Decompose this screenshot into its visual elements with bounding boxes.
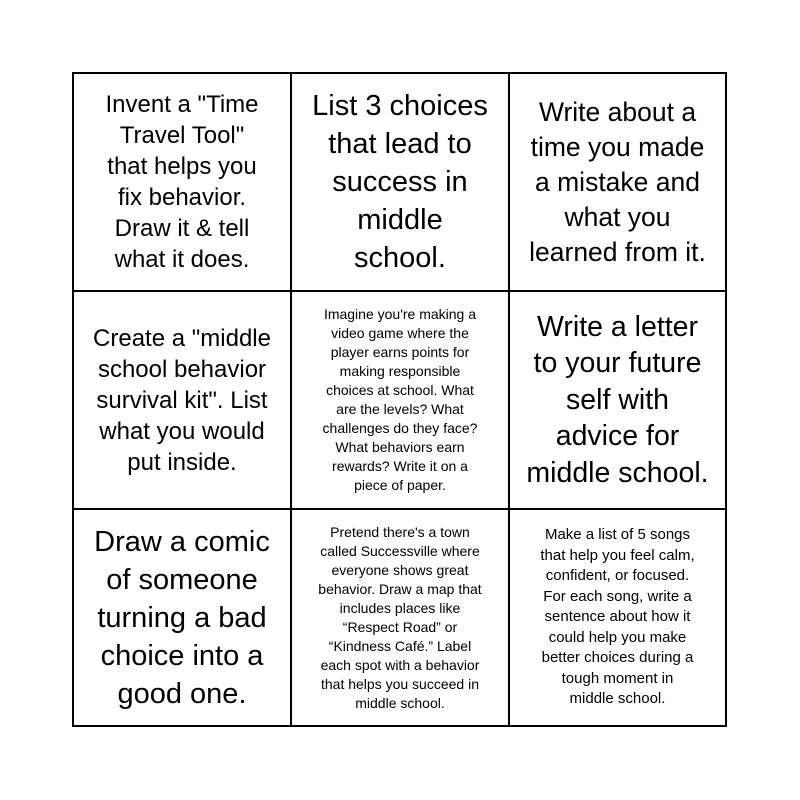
bingo-cell-1[interactable]: Invent a "Time Travel Tool" that helps you fix behavior. Draw it & tell what it does. [74,74,292,292]
bingo-cell-4[interactable]: Create a "middle school behavior survival kit". List what you would put inside. [74,292,292,510]
bingo-card [72,72,727,727]
bingo-cell-2[interactable]: List 3 choices that lead to success in middle school. [292,74,510,292]
bingo-cell-9[interactable]: Make a list of 5 songs that help you feel calm, confident, or focused. For each song, write a sentence about how it could help you make better choices during a tough moment in middle school. [540,526,695,708]
bingo-cell-8[interactable]: Pretend there's a town called Successville where everyone shows great behavior. Draw a map that includes places like “Respect Road” or “Kindness Café.” Label each spot with a behavior that helps you succeed in middle school. [292,510,510,725]
bingo-cell-3[interactable]: Write about a time you made a mistake and what you learned from it. [510,74,725,292]
bingo-cell-5[interactable]: Imagine you're making a video game where the player earns points for making responsible choices at school. What are the levels? What challenges do they face? What behaviors earn rewards? Write it on a piece of paper. [292,292,510,510]
bingo-cell-6[interactable]: Write a letter to your future self with advice for middle school. [510,292,725,510]
bingo-cell-7[interactable]: Draw a comic of someone turning a bad choice into a good one. [74,510,292,725]
